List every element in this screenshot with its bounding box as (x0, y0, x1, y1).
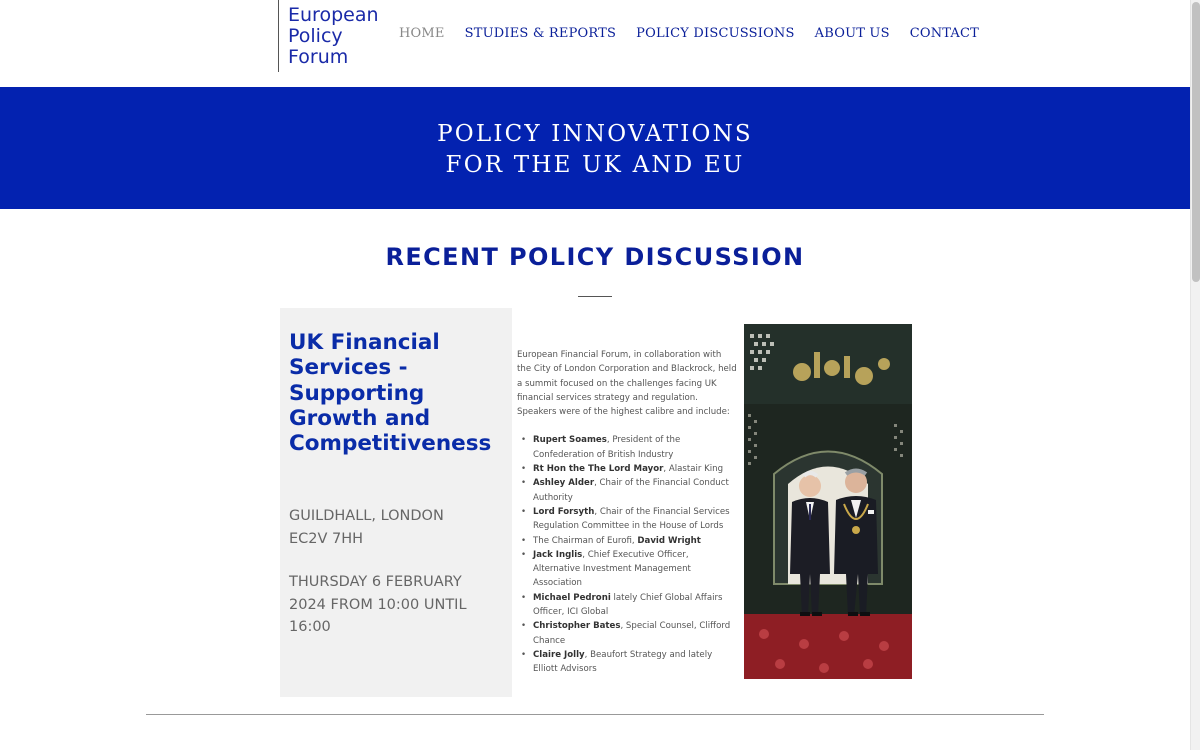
logo-line-1: European (288, 4, 379, 26)
event-venue (289, 505, 504, 550)
section-divider (578, 296, 612, 297)
logo-line-2: Policy (288, 25, 343, 47)
speaker-name: Lord Forsyth (533, 506, 595, 517)
venue-line-2: EC2V 7HH (289, 530, 364, 547)
event-title[interactable]: UK Financial Services - Supporting Growth and Competitiveness (289, 330, 492, 457)
speaker-name: Claire Jolly (533, 649, 585, 660)
datetime-line-1: THURSDAY 6 FEBRUARY (289, 574, 462, 590)
speaker-item: • Claire Jolly, Beaufort Strategy and lately Elliott Advisors (517, 648, 737, 677)
main-nav (399, 26, 999, 41)
event-datetime (289, 571, 504, 639)
speaker-list (517, 433, 737, 676)
speaker-item: • Rt Hon the The Lord Mayor, Alastair King (517, 462, 737, 476)
event-intro: European Financial Forum, in collaboration with the City of London Corporation and Blackrock, held a summit focused on the challenges facing UK financial services strategy and regulation. Speakers were of the highest calibre and include: (517, 350, 737, 418)
speaker-item: • Christopher Bates, Special Counsel, Clifford Chance (517, 619, 737, 648)
speaker-name: Rupert Soames (533, 435, 607, 446)
speaker-name: Rt Hon the The Lord Mayor (533, 464, 664, 475)
speaker-name: David Wright (637, 535, 701, 546)
nav-contact[interactable]: CONTACT (909, 26, 980, 41)
speaker-item: • Jack Inglis, Chief Executive Officer, Alternative Investment Management Association (517, 548, 737, 591)
hero-line-1: POLICY INNOVATIONS (437, 121, 753, 147)
speaker-name: Christopher Bates (533, 621, 621, 632)
page-scrollbar[interactable] (1190, 0, 1200, 750)
event-description (517, 348, 737, 677)
site-header (0, 0, 1190, 87)
section-title: RECENT POLICY DISCUSSION (385, 243, 805, 271)
speaker-item: • Michael Pedroni lately Chief Global Affairs Officer, ICI Global (517, 591, 737, 620)
nav-about-us[interactable]: ABOUT US (814, 26, 890, 41)
hero-banner (0, 87, 1190, 209)
logo-line-3: Forum (288, 46, 349, 68)
hero-line-2: FOR THE UK AND EU (445, 152, 745, 178)
event-photo (744, 324, 912, 679)
nav-home[interactable]: HOME (399, 26, 445, 41)
hero-text (0, 119, 1190, 181)
nav-policy-discussions[interactable]: POLICY DISCUSSIONS (636, 26, 795, 41)
speaker-name: Jack Inglis (533, 549, 583, 560)
event-card (280, 308, 512, 697)
speaker-name: Ashley Alder (533, 478, 595, 489)
venue-line-1: GUILDHALL, LONDON (289, 508, 444, 524)
datetime-line-2: 2024 FROM 10:00 UNTIL (289, 596, 467, 613)
speaker-item: • Lord Forsyth, Chair of the Financial Services Regulation Committee in the House of Lords (517, 505, 737, 534)
footer-divider (146, 714, 1044, 715)
speaker-name: Michael Pedroni (533, 592, 611, 603)
site-logo[interactable] (278, 0, 379, 72)
speaker-item: • The Chairman of Eurofi, David Wright (517, 534, 737, 548)
datetime-line-3: 16:00 (289, 619, 331, 635)
nav-studies-reports[interactable]: STUDIES & REPORTS (464, 26, 617, 41)
speaker-item: • Rupert Soames, President of the Confederation of British Industry (517, 433, 737, 462)
speaker-item: • Ashley Alder, Chair of the Financial Conduct Authority (517, 476, 737, 505)
scrollbar-thumb[interactable] (1192, 2, 1200, 282)
